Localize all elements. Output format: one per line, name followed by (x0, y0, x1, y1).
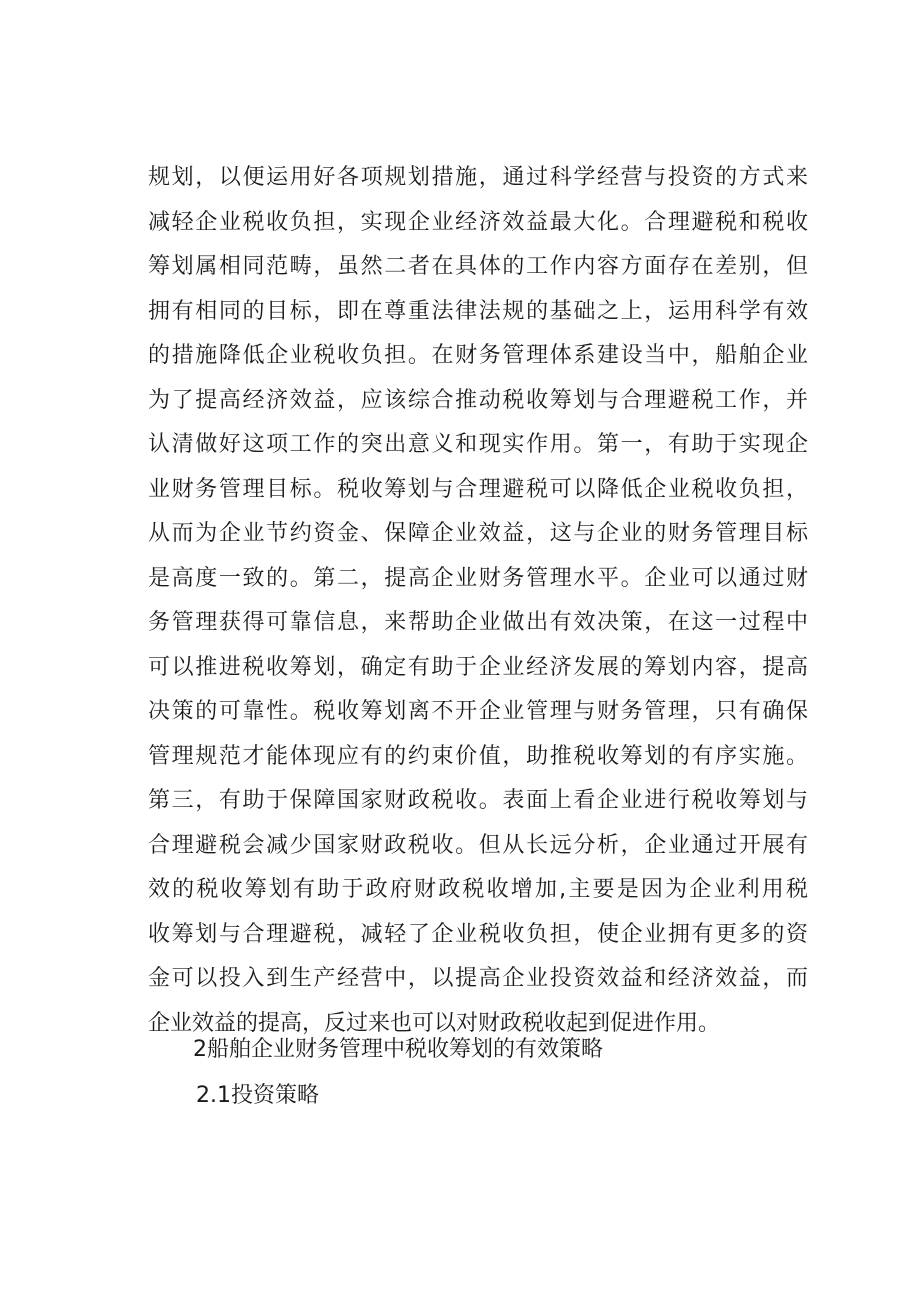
body-line-7: 认清做好这项工作的突出意义和现实作用。第一，有助于实现企 (148, 432, 808, 457)
body-paragraph (148, 156, 808, 1046)
body-line-20: 企业效益的提高，反过来也可以对财政税收起到促进作用。 (148, 1010, 721, 1036)
subsection-heading: 2.1投资策略 (196, 1083, 319, 1108)
body-line-19: 金可以投入到生产经营中，以提高企业投资效益和经济效益，而 (148, 966, 808, 991)
body-line-16: 合理避税会减少国家财政税收。但从长远分析，企业通过开展有 (148, 832, 808, 858)
body-line-3: 筹划属相同范畴，虽然二者在具体的工作内容方面存在差别，但 (148, 254, 808, 279)
body-line-10: 是高度一致的。第二，提高企业财务管理水平。企业可以通过财 (148, 565, 808, 591)
body-line-4: 拥有相同的目标，即在尊重法律法规的基础之上，运用科学有效 (148, 298, 808, 324)
body-line-5: 的措施降低企业税收负担。在财务管理体系建设当中，船舶企业 (148, 343, 808, 368)
body-line-11: 务管理获得可靠信息，来帮助企业做出有效决策，在这一过程中 (148, 610, 808, 635)
body-line-14: 管理规范才能体现应有的约束价值，助推税收筹划的有序实施。 (148, 743, 808, 769)
body-line-13: 决策的可靠性。税收筹划离不开企业管理与财务管理，只有确保 (148, 699, 808, 724)
body-line-18: 收筹划与合理避税，减轻了企业税收负担，使企业拥有更多的资 (148, 921, 808, 947)
section-heading: 2船舶企业财务管理中税收筹划的有效策略 (193, 1037, 603, 1062)
body-line-12: 可以推进税收筹划，确定有助于企业经济发展的筹划内容，提高 (148, 654, 808, 680)
body-line-15: 第三，有助于保障国家财政税收。表面上看企业进行税收筹划与 (148, 788, 808, 813)
body-line-17: 效的税收筹划有助于政府财政税收增加,主要是因为企业利用税 (148, 877, 808, 902)
body-line-6: 为了提高经济效益，应该综合推动税收筹划与合理避税工作，并 (148, 387, 808, 413)
body-line-8: 业财务管理目标。税收筹划与合理避税可以降低企业税收负担， (148, 476, 808, 502)
body-line-9: 从而为企业节约资金、保障企业效益，这与企业的财务管理目标 (148, 521, 808, 546)
body-line-1: 规划，以便运用好各项规划措施，通过科学经营与投资的方式来 (148, 165, 808, 190)
body-line-2: 减轻企业税收负担，实现企业经济效益最大化。合理避税和税收 (148, 209, 808, 235)
